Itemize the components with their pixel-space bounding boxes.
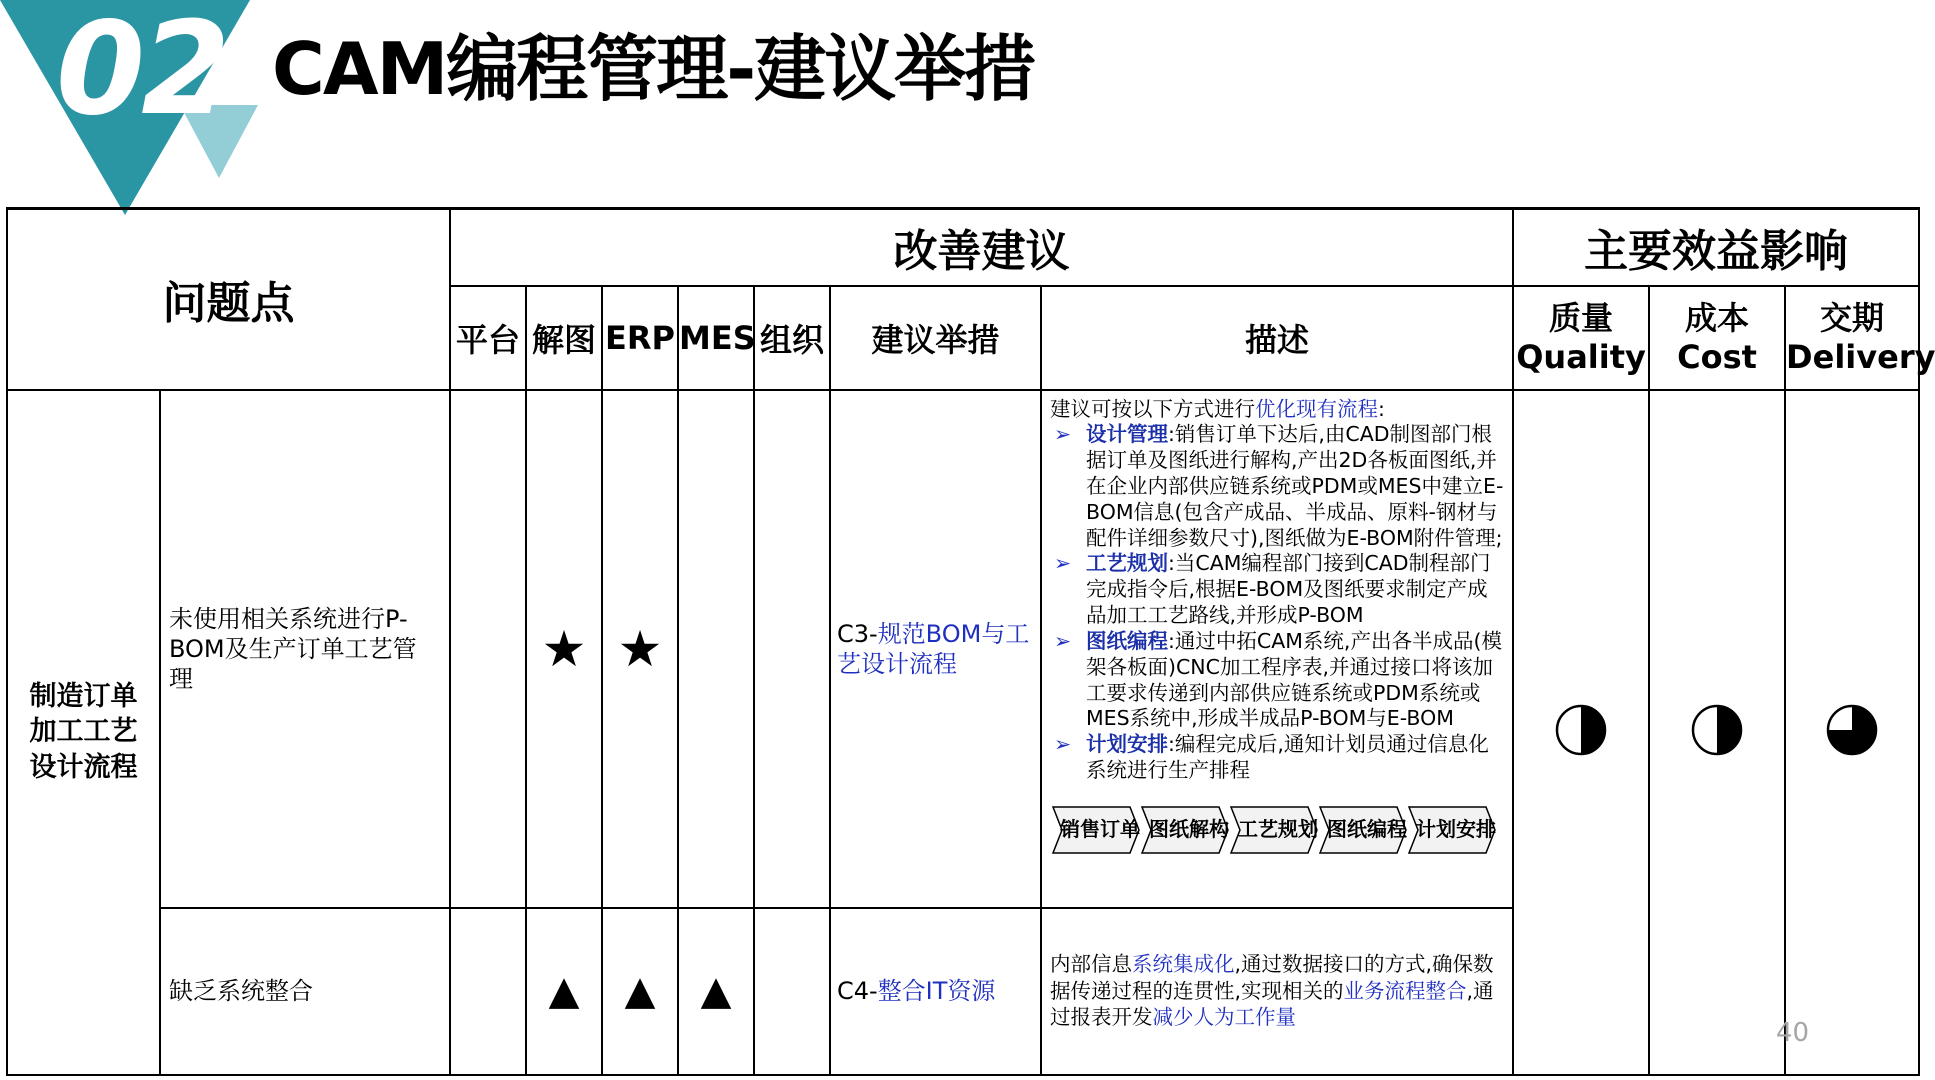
mes-mark [678, 390, 754, 908]
arrow-bullet-icon: ➢ [1054, 628, 1072, 653]
header-mes: MES [678, 286, 754, 390]
quality-benefit [1513, 390, 1649, 1075]
measure-text: 规范BOM与工艺设计流程 [837, 619, 1030, 678]
suggestion-table [6, 207, 1935, 1076]
header-measure: 建议举措 [830, 286, 1041, 390]
header-quality [1513, 286, 1649, 390]
flow-step-label: 图纸编程 [1327, 817, 1407, 842]
header-platform: 平台 [450, 286, 526, 390]
flow-step [1141, 806, 1229, 854]
measure-code: C4- [837, 977, 878, 1005]
bullet-item [1050, 551, 1508, 628]
org-mark [754, 908, 830, 1075]
measure-text: 整合IT资源 [877, 977, 996, 1005]
header-org: 组织 [754, 286, 830, 390]
header-cost-cn: 成本 [1685, 299, 1750, 338]
bullet-text: :销售订单下达后,由CAD制图部门根据订单及图纸进行解构,产出2D各板面图纸,并在企业内部供应链系统或PDM或MES中建立E-BOM信息(包含产成品、半成品、原料-钢材与配件详细参数尺寸),图纸做为E-BOM附件管理; [1086, 422, 1504, 550]
bullet-title: 图纸编程 [1086, 628, 1168, 653]
desc-link-2: 业务流程整合 [1343, 978, 1467, 1003]
desc-part-2: ,通过数据接口的方式,确保数据传递过程的连贯性,实现相关的 [1050, 952, 1494, 1003]
bullet-title: 工艺规划 [1086, 551, 1168, 576]
arrow-bullet-icon: ➢ [1054, 732, 1072, 757]
header-delivery-cn: 交期 [1820, 299, 1885, 338]
bullet-item [1050, 629, 1508, 732]
arrow-bullet-icon: ➢ [1054, 551, 1072, 576]
erp-mark: ★ [602, 390, 678, 908]
measure-code: C3- [837, 619, 878, 648]
description-bullets [1050, 422, 1508, 784]
category-line-3: 设计流程 [29, 751, 138, 783]
header-desc: 描述 [1041, 286, 1513, 390]
category-line-1: 制造订单 [29, 681, 138, 713]
page-title: CAM编程管理-建议举措 [272, 27, 1035, 111]
harvey-ball-delivery-icon [1824, 702, 1880, 758]
description-cell [1041, 908, 1513, 1075]
bullet-title: 计划安排 [1086, 732, 1168, 757]
flow-step-label: 计划安排 [1416, 817, 1496, 842]
desc-part-1: 内部信息 [1050, 952, 1132, 977]
header-suggestions: 改善建议 [450, 209, 1513, 286]
category-cell [7, 390, 160, 1075]
harvey-ball-fill [1717, 706, 1741, 754]
drawing-mark: ★ [526, 390, 602, 908]
process-flow [1052, 806, 1508, 854]
page-number: 40 [1776, 1018, 1810, 1048]
bullet-item [1050, 422, 1508, 551]
header-quality-en: Quality [1516, 337, 1646, 376]
issue-cell: 未使用相关系统进行P-BOM及生产订单工艺管理 [160, 390, 450, 908]
flow-step [1230, 806, 1318, 854]
header-drawing: 解图 [526, 286, 602, 390]
section-number: 02 [56, 0, 227, 144]
bullet-text: :通过中拓CAM系统,产出各半成品(模架各板面)CNC加工程序表,并通过接口将该加工要求传递到内部供应链系统或PDM系统或MES系统中,形成半成品P-BOM与E-BOM [1086, 628, 1502, 731]
desc-part-3: ,通过报表开发 [1050, 978, 1494, 1030]
mes-mark: ▲ [678, 908, 754, 1075]
flow-step-label: 图纸解构 [1149, 817, 1229, 842]
platform-mark [450, 908, 526, 1075]
issue-cell: 缺乏系统整合 [160, 908, 450, 1075]
intro-suffix: : [1378, 396, 1385, 421]
erp-mark: ▲ [602, 908, 678, 1075]
flow-step [1052, 806, 1140, 854]
desc-link-3: 减少人为工作量 [1152, 1005, 1296, 1030]
header-delivery [1785, 286, 1935, 390]
harvey-ball-fill [1581, 706, 1605, 754]
description-cell [1041, 390, 1513, 908]
arrow-bullet-icon: ➢ [1054, 422, 1072, 447]
flow-step-label: 销售订单 [1060, 817, 1140, 842]
flow-step-label: 工艺规划 [1238, 817, 1318, 842]
desc-link-1: 系统集成化 [1132, 952, 1235, 977]
header-delivery-en: Delivery [1786, 337, 1935, 376]
harvey-ball-quality-icon [1553, 702, 1609, 758]
measure-cell [830, 908, 1041, 1075]
category-line-2: 加工工艺 [29, 716, 138, 748]
header-quality-cn: 质量 [1549, 299, 1614, 338]
bullet-text: :当CAM编程部门接到CAD制程部门完成指令后,根据E-BOM及图纸要求制定产成品加工工艺路线,并形成P-BOM [1086, 551, 1491, 628]
header-erp: ERP [602, 286, 678, 390]
header-benefits: 主要效益影响 [1513, 209, 1919, 286]
header-issue: 问题点 [7, 209, 450, 390]
flow-step [1408, 806, 1496, 854]
intro-link: 优化现有流程 [1255, 396, 1378, 421]
measure-cell [830, 390, 1041, 908]
cost-benefit [1649, 390, 1785, 1075]
section-badge [0, 0, 270, 220]
description-intro [1050, 397, 1508, 423]
header-cost-en: Cost [1677, 337, 1757, 376]
bullet-title: 设计管理 [1086, 422, 1168, 447]
bullet-item [1050, 732, 1508, 784]
flow-step [1319, 806, 1407, 854]
delivery-benefit [1785, 390, 1919, 1075]
drawing-mark: ▲ [526, 908, 602, 1075]
platform-mark [450, 390, 526, 908]
bullet-text: :编程完成后,通知计划员通过信息化系统进行生产排程 [1086, 732, 1489, 783]
header-cost [1649, 286, 1785, 390]
intro-prefix: 建议可按以下方式进行 [1050, 396, 1255, 421]
harvey-ball-cost-icon [1689, 702, 1745, 758]
org-mark [754, 390, 830, 908]
